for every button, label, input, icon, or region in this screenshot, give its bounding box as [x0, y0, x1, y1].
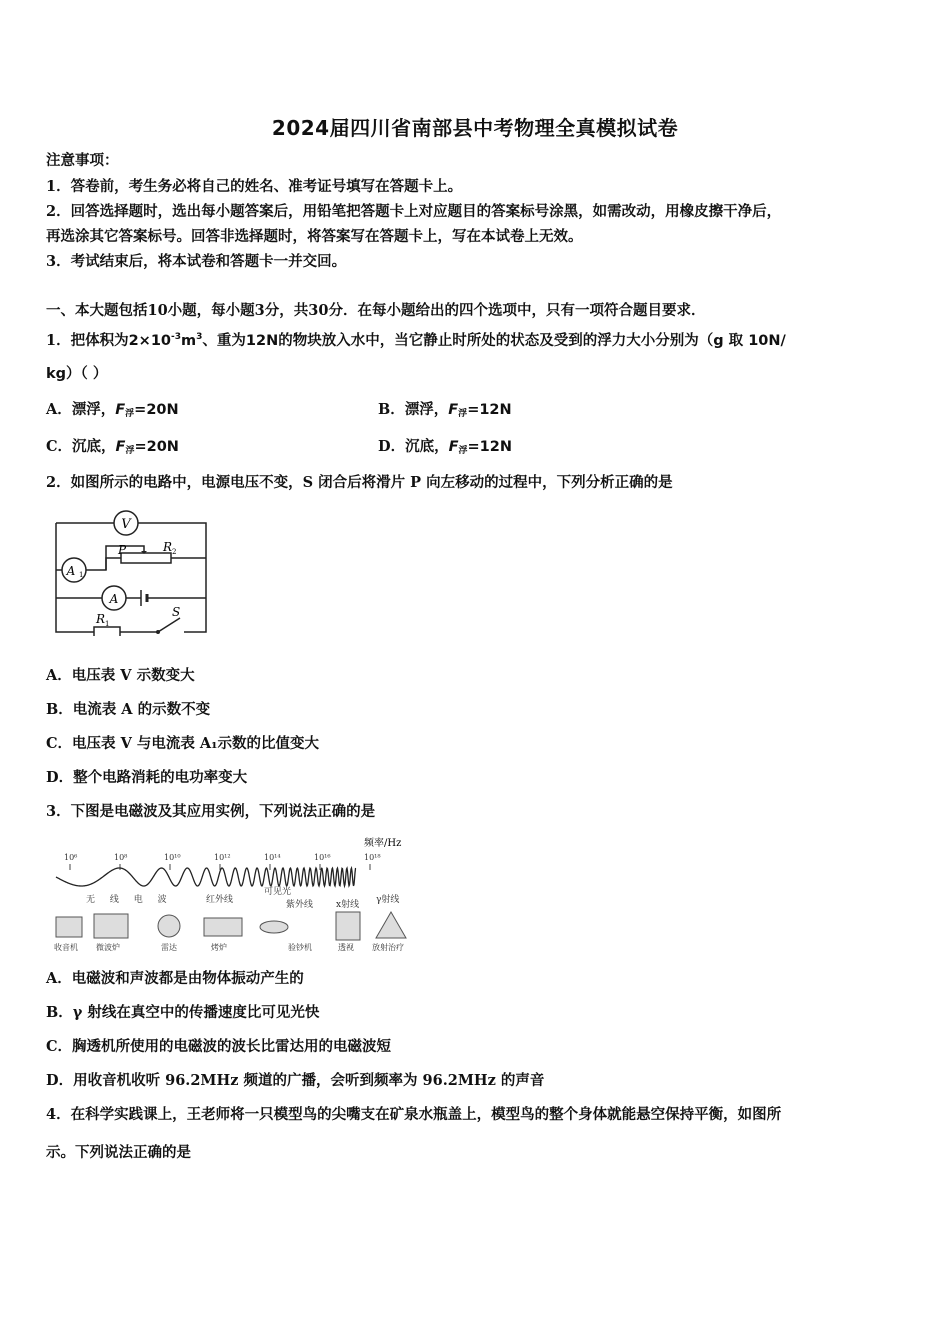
- money-detector-icon: [260, 921, 288, 933]
- q1-text: 、重为: [202, 332, 246, 349]
- q3-option-a[interactable]: A．电磁波和声波都是由物体振动产生的: [46, 970, 304, 987]
- oven-icon: [204, 918, 242, 936]
- label-r1-sub: 1: [105, 620, 110, 628]
- notice-item: 3．考试结束后，将本试卷和答题卡一并交回。: [46, 253, 347, 270]
- question-1-stem: [46, 327, 786, 351]
- app-label: 验钞机: [288, 943, 312, 952]
- q1-option-c[interactable]: [46, 437, 179, 461]
- option-sub: 浮: [125, 409, 135, 419]
- page-title: 2024届四川省南部县中考物理全真模拟试卷: [271, 116, 679, 140]
- switch-blade: [158, 618, 180, 632]
- em-spectrum-figure: [46, 832, 416, 962]
- option-sub: 浮: [458, 446, 468, 456]
- exp-label: 10¹⁶: [314, 853, 331, 862]
- q2-option-c[interactable]: C．电压表 V 与电流表 A₁示数的比值变大: [46, 735, 320, 752]
- exp-label: 10¹⁴: [264, 853, 281, 862]
- band-label: 无 线 电 波: [86, 895, 173, 905]
- q3-option-b[interactable]: B．γ 射线在真空中的传播速度比可见光快: [46, 1004, 320, 1021]
- app-label: 烤炉: [211, 943, 227, 952]
- circuit-diagram: [46, 506, 216, 636]
- question-2-stem: 2．如图所示的电路中，电源电压不变，S 闭合后将滑片 P 向左移动的过程中，下列分析正确的是: [46, 474, 673, 491]
- option-value: =12N: [467, 439, 512, 455]
- spectrum-wave: [56, 868, 356, 886]
- option-label: A．漂浮，: [46, 401, 116, 418]
- option-sub: 浮: [125, 446, 135, 456]
- xray-icon: [336, 912, 360, 940]
- option-value: =20N: [134, 439, 179, 455]
- option-value: =20N: [134, 402, 179, 418]
- microwave-icon: [94, 914, 128, 938]
- q3-option-c[interactable]: C．胸透机所使用的电磁波的波长比雷达用的电磁波短: [46, 1038, 392, 1055]
- radiation-icon: [376, 912, 406, 938]
- q2-option-b[interactable]: B．电流表 A 的示数不变: [46, 701, 211, 718]
- q1-g-value: g 取 10N/: [713, 333, 786, 349]
- q3-option-d[interactable]: D．用收音机收听 96.2MHz 频道的广播，会听到频率为 96.2MHz 的声音: [46, 1072, 545, 1089]
- app-label: 收音机: [54, 943, 78, 952]
- option-force: F: [115, 402, 126, 418]
- q1-text: 1．把体积为: [46, 332, 129, 349]
- app-label: 透视: [338, 943, 354, 952]
- label-r1: R: [96, 612, 106, 626]
- app-label: 放射治疗: [372, 943, 404, 952]
- resistor-r1: [94, 627, 120, 636]
- label-r2-sub: 2: [172, 548, 177, 556]
- q1-unit-exp: 3: [196, 332, 203, 342]
- wire: [106, 558, 121, 570]
- switch-pivot: [156, 630, 160, 634]
- notice-item: 再选涂其它答案标号。回答非选择题时，将答案写在答题卡上，写在本试卷上无效。: [46, 228, 583, 245]
- q1-volume-unit: m: [181, 333, 197, 349]
- label-a: A: [109, 592, 119, 606]
- question-4-stem: 4．在科学实践课上，王老师将一只模型鸟的尖嘴支在矿泉水瓶盖上，模型鸟的整个身体就能悬空保持平衡，如图所: [46, 1106, 782, 1123]
- band-label: 紫外线: [286, 900, 314, 910]
- radio-icon: [56, 917, 82, 937]
- question-4-stem-cont: 示。下列说法正确的是: [46, 1144, 191, 1161]
- section-heading: 一、本大题包括10小题，每小题3分，共30分．在每小题给出的四个选项中，只有一项符合题目要求．: [46, 302, 706, 319]
- label-v: V: [121, 517, 131, 532]
- label-r2: R: [163, 540, 173, 554]
- q2-option-d[interactable]: D．整个电路消耗的电功率变大: [46, 769, 248, 786]
- option-force: F: [448, 402, 459, 418]
- app-label: 微波炉: [96, 943, 120, 952]
- band-label: 可见光: [264, 887, 292, 897]
- q1-option-b[interactable]: [378, 400, 512, 424]
- option-value: =12N: [467, 402, 512, 418]
- label-a1-sub: 1: [79, 571, 84, 579]
- label-a1: A: [66, 564, 76, 578]
- exp-label: 10¹⁰: [164, 853, 181, 862]
- band-label: γ射线: [376, 895, 400, 905]
- q1-weight: 12N: [245, 333, 279, 349]
- option-label: D．沉底，: [378, 438, 449, 455]
- q1-text: 的物块放入水中，当它静止时所处的状态及受到的浮力大小分别为（: [278, 332, 714, 349]
- notice-item: 2．回答选择题时，选出每小题答案后，用铅笔把答题卡上对应题目的答案标号涂黑，如需改动，用橡皮擦干净后，: [46, 203, 782, 220]
- q1-option-d[interactable]: [378, 437, 512, 461]
- freq-label: 频率/Hz: [364, 838, 402, 849]
- band-label: 红外线: [206, 895, 234, 905]
- notice-heading: 注意事项：: [46, 152, 119, 169]
- option-force: F: [115, 439, 126, 455]
- q1-volume-exp: -3: [171, 332, 182, 342]
- q1-volume: [129, 333, 203, 349]
- q1-option-a[interactable]: [46, 400, 179, 424]
- exp-label: 10¹²: [214, 853, 231, 862]
- option-sub: 浮: [458, 409, 468, 419]
- notice-item: 1．答卷前，考生务必将自己的姓名、准考证号填写在答题卡上。: [46, 178, 463, 195]
- q2-option-a[interactable]: A．电压表 V 示数变大: [46, 667, 195, 684]
- radar-icon: [158, 915, 180, 937]
- label-p: P: [118, 543, 127, 557]
- option-force: F: [448, 439, 459, 455]
- rheostat-r2: [121, 553, 171, 563]
- exp-label: 10⁸: [114, 853, 128, 862]
- exp-label: 10¹⁸: [364, 853, 381, 862]
- band-label: x射线: [336, 900, 360, 910]
- label-s: S: [172, 605, 181, 619]
- question-1-stem-cont: kg）（ ）: [46, 366, 108, 382]
- option-label: B．漂浮，: [378, 401, 449, 418]
- app-label: 雷达: [161, 943, 177, 952]
- q1-volume-base: 2×10: [128, 333, 172, 349]
- question-3-stem: 3．下图是电磁波及其应用实例，下列说法正确的是: [46, 803, 376, 820]
- option-label: C．沉底，: [46, 438, 116, 455]
- exp-label: 10⁶: [64, 853, 78, 862]
